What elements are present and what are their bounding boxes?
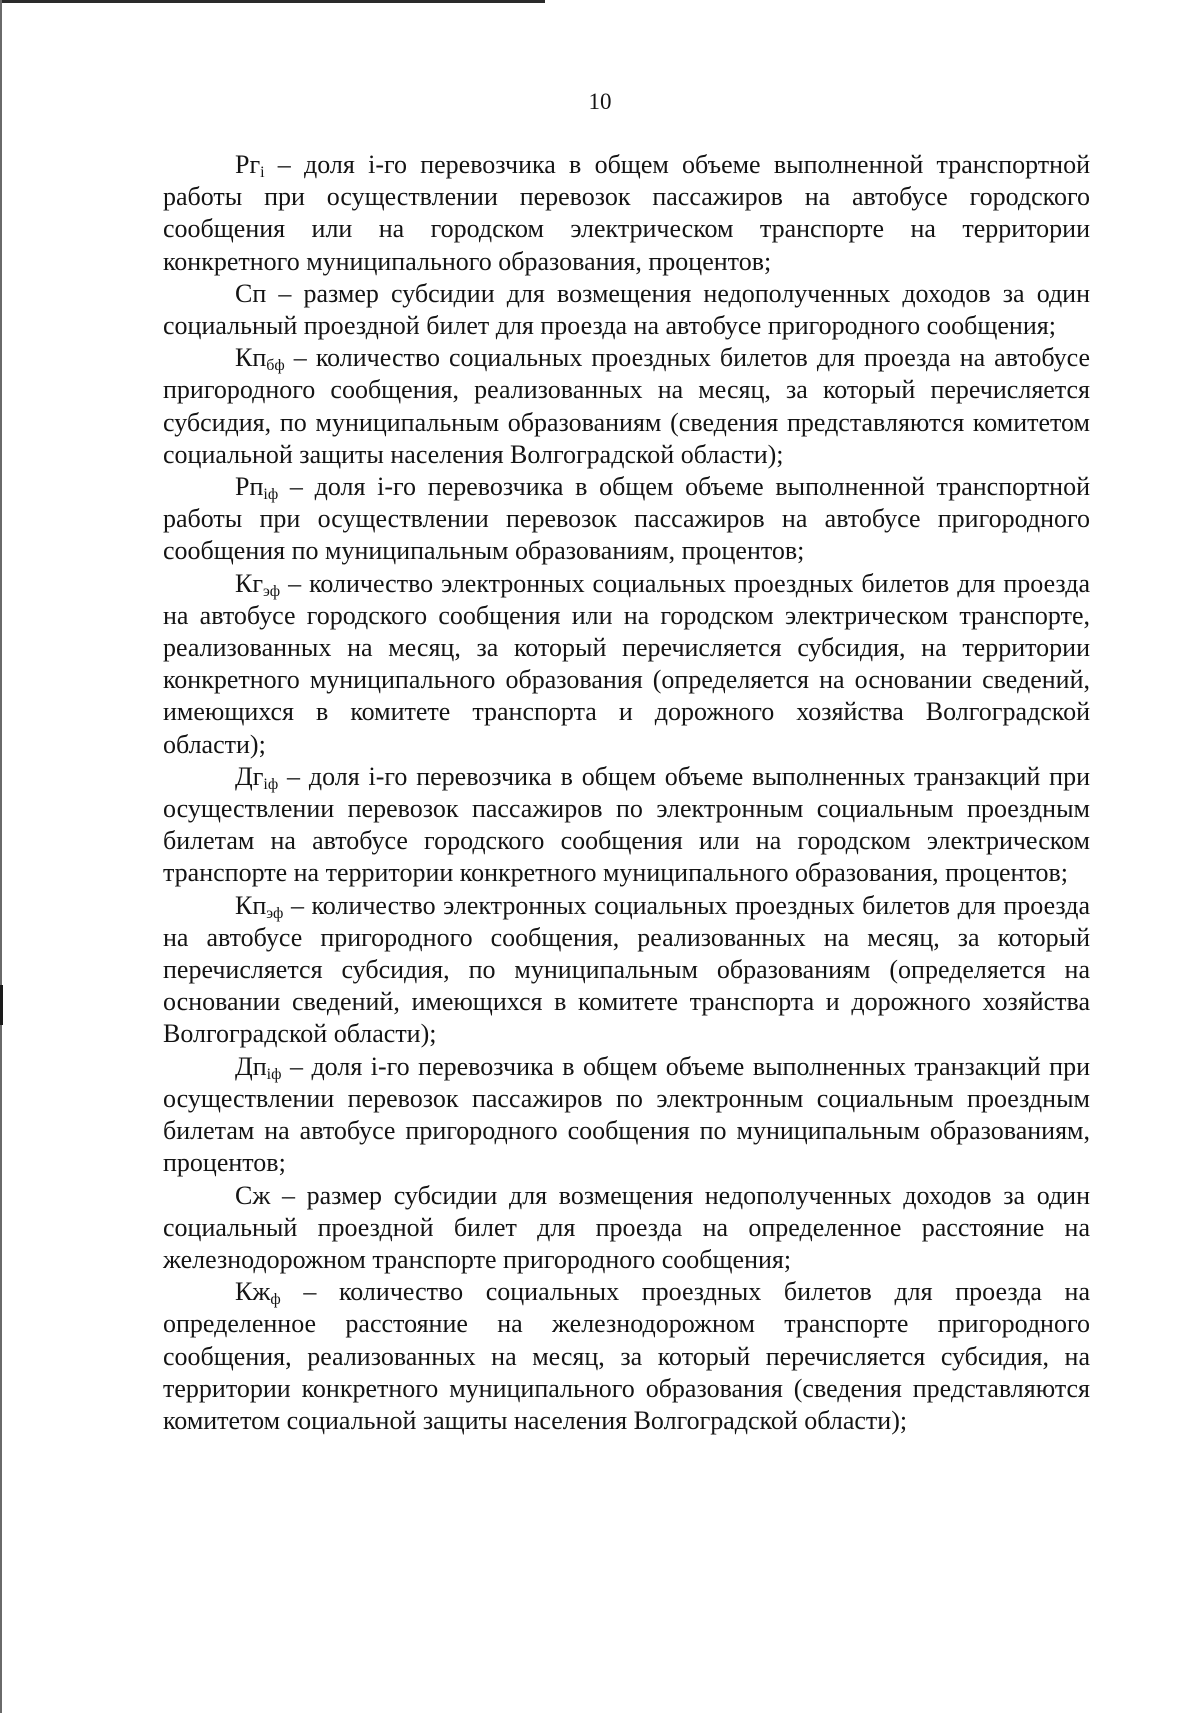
definition-symbol	[235, 762, 278, 791]
definition-paragraph	[163, 1051, 1090, 1180]
definition-text: – доля i-го перевозчика в общем объеме выполненных транзакций при осуществлении перевозок пассажиров по электронным социальным проездным билетам на автобусе городского сообщения или на городском электрическом транспорте на территории конкретного муниципального образования, процентов;	[163, 761, 1090, 888]
definition-paragraph	[163, 342, 1090, 471]
definition-paragraph	[163, 1276, 1090, 1437]
symbol-base: Сж	[235, 1180, 271, 1210]
definition-symbol	[235, 343, 285, 375]
symbol-base: Рп	[235, 472, 264, 502]
definition-text: – размер субсидии для возмещения недополученных доходов за один социальный проездной билет для проезда на автобусе пригородного сообщения;	[163, 278, 1090, 341]
definition-text: – количество социальных проездных билетов для проезда на автобусе пригородного сообщения, реализованных на месяц, за который перечисляется субсидия, по муниципальным образованиям (сведения представляются комитетом социальной защиты населения Волгоградской области);	[163, 343, 1090, 469]
definition-symbol	[235, 891, 283, 920]
definition-paragraph	[163, 1180, 1090, 1277]
symbol-subscript: эф	[263, 582, 281, 600]
definition-text: – доля i-го перевозчика в общем объеме выполненной транспортной работы при осуществлении перевозок пассажиров на автобусе городского сообщения или на городском электрическом транспорте на территории конкретного муниципального образования, процентов;	[163, 150, 1090, 276]
symbol-subscript: iф	[266, 1065, 282, 1083]
definition-paragraph	[163, 278, 1090, 342]
symbol-subscript: iф	[263, 775, 279, 793]
definition-symbol	[235, 1181, 270, 1210]
definition-symbol	[235, 569, 280, 598]
symbol-subscript: эф	[266, 904, 284, 922]
symbol-base: Сп	[235, 278, 267, 308]
definition-paragraph	[163, 761, 1090, 890]
symbol-base: Дп	[235, 1051, 267, 1081]
symbol-subscript: бф	[266, 357, 285, 375]
definition-symbol	[235, 1052, 281, 1081]
definition-text: – количество социальных проездных билетов для проезда на определенное расстояние на железнодорожном транспорте пригородного сообщения, реализованных на месяц, за который перечисляется субсидия, на территории конкретного муниципального образования (сведения представляются комитетом социальной защиты населения Волгоградской области);	[163, 1277, 1090, 1435]
symbol-base: Кп	[235, 890, 267, 920]
definition-paragraph	[163, 568, 1090, 761]
symbol-subscript: i	[260, 164, 265, 181]
symbol-subscript: iф	[263, 486, 279, 504]
definition-text: – доля i-го перевозчика в общем объеме выполненных транзакций при осуществлении перевозок пассажиров по электронным социальным проездным билетам на автобусе пригородного сообщения по муниципальным образованиям, процентов;	[163, 1051, 1090, 1178]
page-number: 10	[588, 89, 612, 114]
definition-text: – количество электронных социальных проездных билетов для проезда на автобусе пригородного сообщения, реализованных на месяц, за который перечисляется субсидия, по муниципальным образованиям (определяется на основании сведений, имеющихся в комитете транспорта и дорожного хозяйства Волгоградской области);	[163, 890, 1090, 1049]
definition-paragraph	[163, 149, 1090, 278]
symbol-base: Кп	[235, 343, 267, 373]
symbol-base: Дг	[235, 761, 264, 791]
definition-text: – доля i-го перевозчика в общем объеме выполненной транспортной работы при осуществлении перевозок пассажиров на автобусе пригородного сообщения по муниципальным образованиям, процентов;	[163, 472, 1090, 566]
scan-artifact-left-edge	[0, 0, 2, 1713]
definition-symbol	[235, 1277, 281, 1309]
scan-artifact-left-mark	[0, 985, 3, 1025]
definition-symbol	[235, 150, 265, 179]
symbol-base: Кг	[235, 568, 264, 598]
definition-paragraph	[163, 471, 1090, 568]
definitions-list	[163, 149, 1090, 1437]
definition-paragraph	[163, 890, 1090, 1051]
definition-symbol	[235, 279, 266, 308]
symbol-base: Рг	[235, 150, 261, 179]
definition-text: – количество электронных социальных проездных билетов для проезда на автобусе городского сообщения или на городском электрическом транспорте, реализованных на месяц, за который перечисляется субсидия, на территории конкретного муниципального образования (определяется на основании сведений, имеющихся в комитете транспорта и дорожного хозяйства Волгоградской области);	[163, 568, 1090, 759]
definition-text: – размер субсидии для возмещения недополученных доходов за один социальный проездной билет для проезда на определенное расстояние на железнодорожном транспорте пригородного сообщения;	[163, 1180, 1090, 1274]
symbol-base: Кж	[235, 1277, 271, 1307]
symbol-subscript: ф	[270, 1291, 281, 1309]
scan-artifact-top-line	[0, 0, 545, 3]
definition-symbol	[235, 472, 279, 504]
